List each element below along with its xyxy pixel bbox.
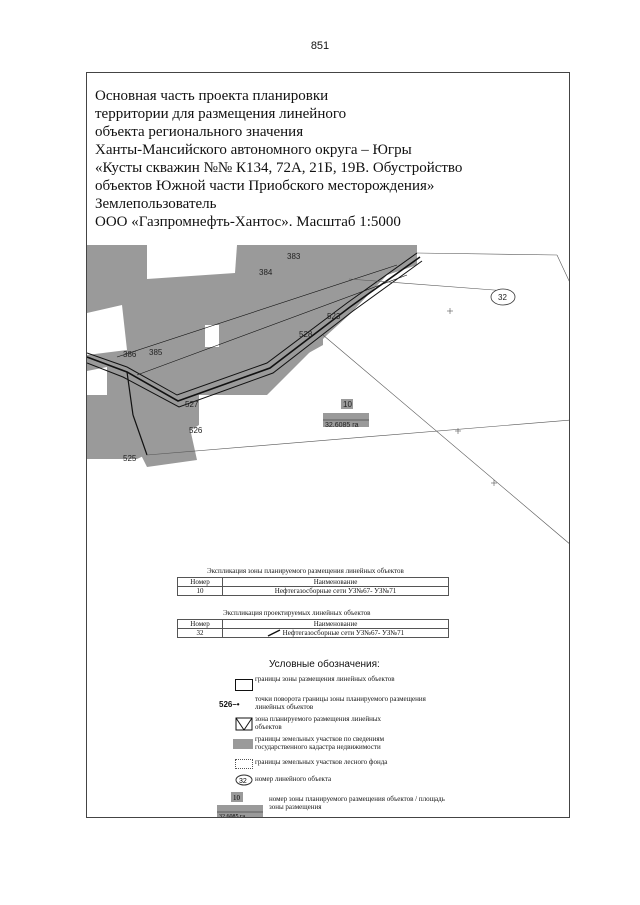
legend-item: точки поворота границы зоны планируемого размещения линейных объектов — [255, 695, 426, 711]
turn-point-symbol: 526–• — [219, 700, 240, 709]
title-line: Основная часть проекта планировки — [95, 88, 329, 104]
legend-item: границы зоны размещения линейных объектов — [255, 675, 395, 683]
point-label: 526 — [189, 426, 203, 435]
legend-title: Условные обозначения: — [269, 659, 380, 670]
legend-item: зона планируемого размещения линейных объектов — [255, 715, 382, 731]
zone-sample-number: 10 — [233, 794, 240, 802]
planned-zone-symbol — [235, 717, 253, 736]
legend-item: номер линейного объекта — [255, 775, 332, 783]
line-object-icon — [267, 629, 281, 637]
cadastral-parcel-symbol — [233, 739, 253, 749]
table-header: Номер — [178, 578, 223, 587]
point-label: 386 — [123, 350, 137, 359]
title-line: Землепользователь — [95, 196, 217, 212]
zone-boundary-symbol — [235, 679, 253, 691]
point-sample: 526 — [219, 700, 233, 709]
page-number: 851 — [310, 40, 330, 52]
map-title — [95, 87, 462, 231]
cadastral-parcels — [87, 245, 417, 467]
boundary-line — [417, 253, 557, 255]
point-label: 384 — [259, 268, 273, 277]
title-line: Ханты-Мансийского автономного округа – Югры — [95, 142, 412, 158]
map-drawing — [87, 245, 570, 575]
zone-number: 10 — [343, 400, 352, 409]
boundary-line — [323, 335, 570, 545]
line-number-symbol — [235, 773, 253, 791]
gap-left — [87, 305, 127, 355]
table-header: Наименование — [223, 578, 449, 587]
point-label: 527 — [185, 400, 199, 409]
line-number-marker — [491, 289, 515, 305]
title-line: ООО «Газпромнефть-Хантос». Масштаб 1:5000 — [95, 214, 401, 230]
table-cell: 10 — [178, 587, 223, 596]
gap-small — [205, 325, 219, 347]
table-cell: Нефтегазосборные сети УЗ№67- УЗ№71 — [223, 587, 449, 596]
table-cell-text: Нефтегазосборные сети УЗ№67- УЗ№71 — [282, 629, 405, 637]
boundary-line — [557, 255, 570, 285]
title-line: «Кусты скважин №№ К134, 72А, 21Б, 19В. Обустройство — [95, 160, 463, 176]
point-label: 383 — [287, 252, 301, 261]
legend-item: номер зоны планируемого размещения объектов / площадь зоны размещения — [269, 795, 445, 811]
zone-label — [323, 399, 369, 429]
legend-item: границы земельных участков по сведениям государственного кадастра недвижимости — [255, 735, 385, 751]
title-line: территории для размещения линейного — [95, 106, 347, 122]
forest-parcel-symbol — [235, 759, 253, 769]
zone-area: 32.6085 га — [325, 422, 359, 429]
table-objects — [177, 619, 449, 638]
point-label: 523 — [327, 312, 341, 321]
point-label: 525 — [123, 454, 137, 463]
table-cell: 32 — [178, 629, 223, 638]
point-label: 385 — [149, 348, 163, 357]
legend-item: границы земельных участков лесного фонда — [255, 758, 388, 766]
line-sample: 32 — [239, 778, 247, 785]
title-line: объектов Южной части Приобского месторождения» — [95, 178, 435, 194]
table-cell — [223, 629, 449, 638]
table-header: Номер — [178, 620, 223, 629]
table-zones — [177, 577, 449, 596]
table-header: Наименование — [223, 620, 449, 629]
point-label: 528 — [299, 330, 313, 339]
table-objects-title: Экспликация проектируемых линейных объектов — [223, 609, 371, 617]
zone-sample-area: 32.6085 га — [219, 814, 246, 818]
cross-marks — [447, 308, 497, 486]
map-sheet — [86, 72, 570, 818]
line-number: 32 — [498, 293, 507, 302]
zone-number-symbol — [217, 791, 263, 818]
table-zones-title: Экспликация зоны планируемого размещения линейных объектов — [207, 567, 404, 575]
title-line: объекта регионального значения — [95, 124, 304, 140]
